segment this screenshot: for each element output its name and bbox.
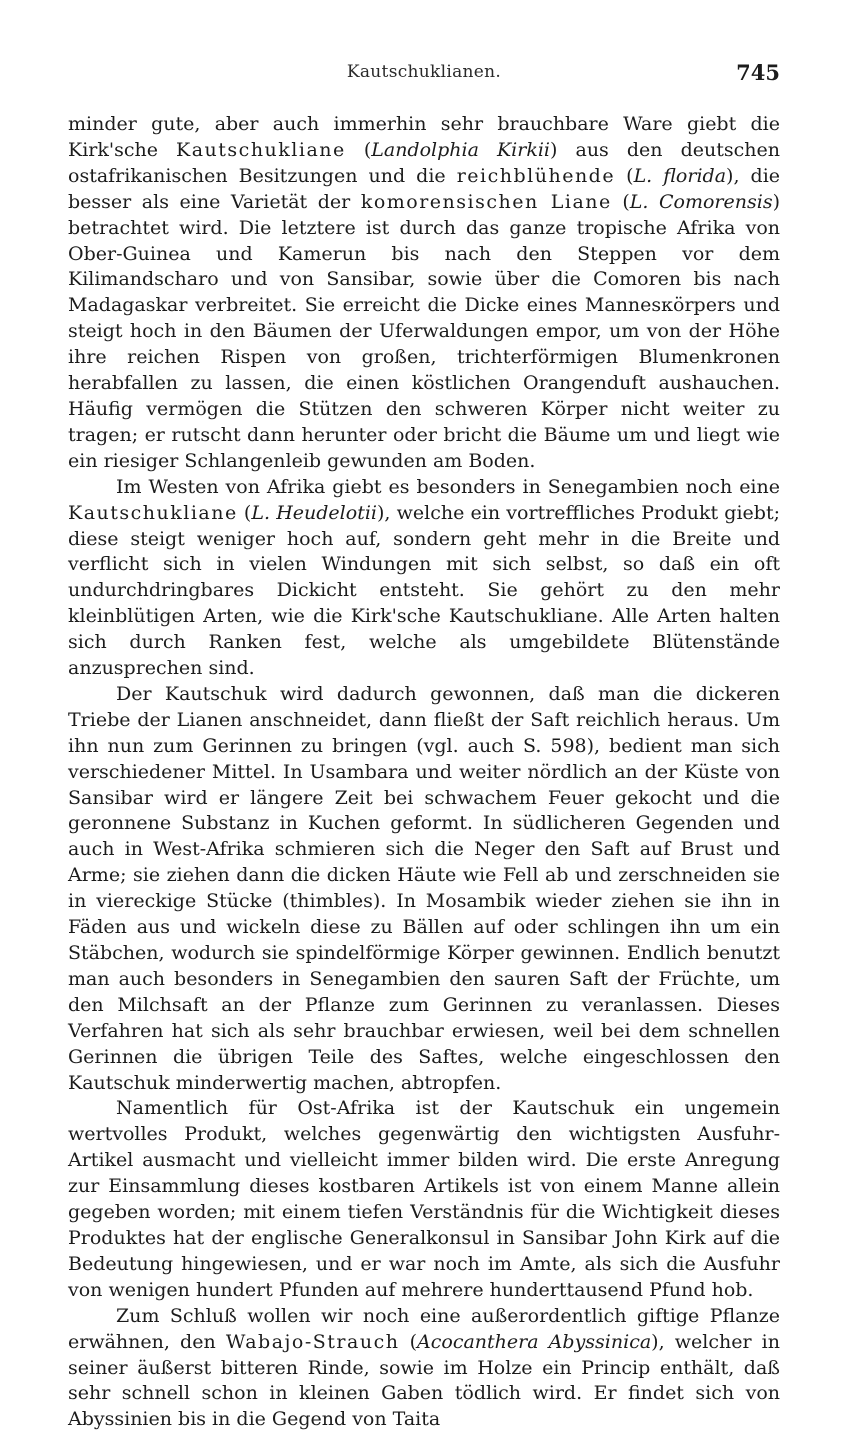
latin-name: L. florida xyxy=(633,164,727,187)
text-run: Zum Schluß wollen wir noch eine außerordentlich giftige Pflanze erwähnen, den xyxy=(68,1304,780,1353)
text-run: minder gute, aber auch immerhin sehr brauchbare Ware giebt die Kirk'sche xyxy=(68,113,780,161)
body-text xyxy=(68,112,780,1433)
text-run: ( xyxy=(237,501,252,524)
emphasized-term: Kautschukliane xyxy=(68,501,238,524)
emphasized-term: komorensischen Liane xyxy=(360,190,612,213)
text-run: ), die besser als eine Varietät der xyxy=(68,164,781,213)
text-run: ) betrachtet wird. Die letztere ist durch das ganze tropische Afrika von Ober-Guinea und Kamerun bis nach den Steppen vor dem Kilimandscharo und von Sansibar, sowie über die Comoren bis nach Madagaskar verbreitet. Sie erreicht die Dicke eines Mannesкörpers und steigt hoch in den Bäumen der Uferwaldungen empor, um von der Höhe ihre reichen Rispen von großen, trichterförmigen Blumenkronen herabfallen zu lassen, die einen köstlichen Orangenduft aushauchen. Häufig vermögen die Stützen den schweren Körper nicht weiter zu tragen; er rutscht dann herunter oder bricht die Bäume um und liegt wie ein riesiger Schlangenleib gewunden am Boden. xyxy=(68,190,780,472)
text-run: ), welcher in seiner äußerst bitteren Rinde, sowie im Holze ein Princip enthält, daß sehr schnell schon in kleinen Gaben tödlich wird. Er findet sich von Abyssinien bis in die Gegend von Taita xyxy=(68,1330,780,1431)
paragraph-3 xyxy=(68,682,780,1097)
text-run: ( xyxy=(399,1330,418,1353)
page-header xyxy=(68,62,780,90)
text-run: ( xyxy=(611,190,630,213)
text-run: ( xyxy=(615,164,634,187)
latin-name: Acocanthera Abyssinica xyxy=(417,1330,652,1353)
running-title: Kautschuklianen. xyxy=(346,62,502,82)
latin-name: L. Heudelotii xyxy=(251,501,377,524)
latin-name: Landolphia Kirkii xyxy=(371,138,551,161)
page-number: 745 xyxy=(736,60,780,85)
text-run: Im Westen von Afrika giebt es besonders in Senegambien noch eine xyxy=(116,475,780,498)
text-run: ) aus den deutschen ostafrikanischen Besitzungen und die xyxy=(68,138,780,187)
emphasized-term: Wabajo-Strauch xyxy=(225,1330,400,1353)
text-run: Namentlich für Ost-Afrika ist der Kautschuk ein ungemein wertvolles Produkt, welches gegenwärtig den wichtigsten Ausfuhr-Artikel ausmacht und vielleicht immer bilden wird. Die erste Anregung zur Einsammlung dieses kostbaren Artikels ist von einem Manne allein gegeben worden; mit einem tiefen Verständnis für die Wichtigkeit dieses Produktes hat der englische Generalkonsul in Sansibar John Kirk auf die Bedeutung hingewiesen, und er war noch im Amte, als sich die Ausfuhr von wenigen hundert Pfunden auf mehrere hunderttausend Pfund hob. xyxy=(68,1097,780,1301)
paragraph-2 xyxy=(68,475,780,682)
text-run: ), welche ein vortreffliches Produkt giebt; diese steigt weniger hoch auf, sondern geht mehr in die Breite und verflicht sich in vielen Windungen mit sich selbst, so daß ein oft undurchdringbares Dickicht entsteht. Sie gehört zu den mehr kleinblütigen Arten, wie die Kirk'sche Kautschukliane. Alle Arten halten sich durch Ranken fest, welche als umgebildete Blütenstände anzusprechen sind. xyxy=(68,501,780,680)
text-run: ( xyxy=(345,138,372,161)
paragraph-5 xyxy=(68,1304,780,1433)
emphasized-term: Kautschukliane xyxy=(176,138,346,161)
latin-name: L. Comorensis xyxy=(629,190,773,213)
paragraph-4 xyxy=(68,1096,780,1303)
emphasized-term: reichblühende xyxy=(456,164,616,187)
text-run: Der Kautschuk wird dadurch gewonnen, daß man die dickeren Triebe der Lianen anschneidet, dann fließt der Saft reichlich heraus. Um ihn nun zum Gerinnen zu bringen (vgl. auch S. 598), bedient man sich verschiedener Mittel. In Usambara und weiter nördlich an der Küste von Sansibar wird er längere Zeit bei schwachem Feuer gekocht und die geronnene Substanz in Kuchen geformt. In südlicheren Gegenden und auch in West-Afrika schmieren sich die Neger den Saft auf Brust und Arme; sie ziehen dann die dicken Häute wie Fell ab und zerschneiden sie in viereckige Stücke (thimbles). In Mosambik wieder ziehen sie ihn in Fäden aus und wickeln diese zu Bällen auf oder schlingen ihn um ein Stäbchen, wodurch sie spindelförmige Körper gewinnen. Endlich benutzt man auch besonders in Senegambien den sauren Saft der Früchte, um den Milchsaft an der Pflanze zum Gerinnen zu veranlassen. Dieses Verfahren hat sich als sehr brauchbar erwiesen, weil bei dem schnellen Gerinnen die übrigen Teile des Saftes, welche eingeschlossen den Kautschuk minderwertig machen, abtropfen. xyxy=(68,682,780,1094)
paragraph-1 xyxy=(68,112,780,475)
